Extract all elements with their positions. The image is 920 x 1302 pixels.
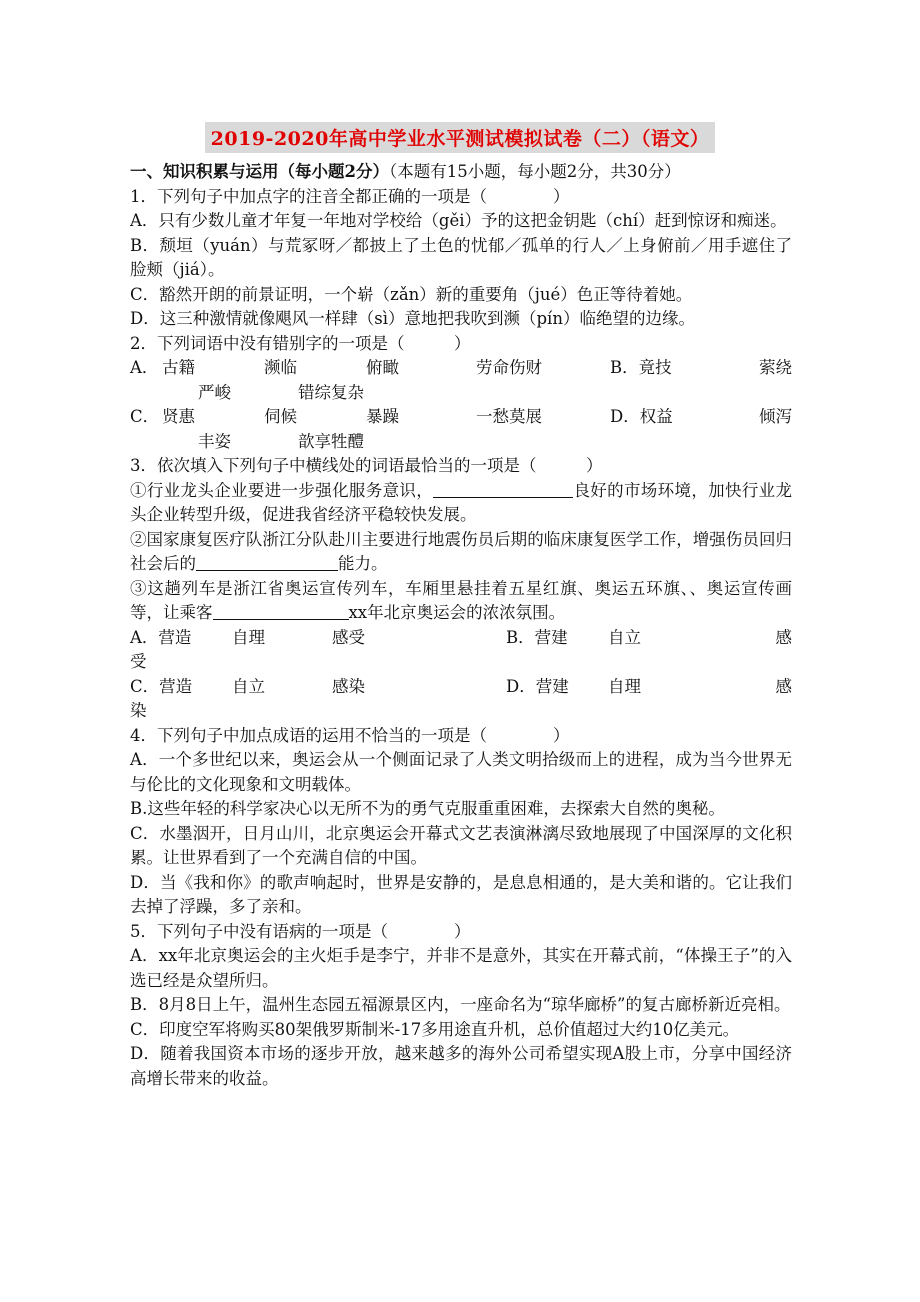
word: 濒临	[264, 358, 297, 377]
question-2-stem: 2．下列词语中没有错别字的一项是（ ）	[130, 333, 471, 353]
question-3-options-cd	[130, 675, 792, 700]
question-1-option-c: C．豁然开朗的前景证明，一个崭（zǎn）新的重要角（jué）色正等待着她。	[130, 284, 693, 304]
sentence-part: 良好的市场环境，加快行业龙头企业转型升级，促进我省经济平稳较快发展。	[130, 480, 793, 524]
question-2-options-cd	[130, 405, 792, 430]
question-1-option-b: B．颓垣（yuán）与荒冢呀／都披上了土色的忧郁／孤单的行人／上身俯前／用手遮住了脸颊（jiá）。	[130, 235, 792, 279]
word: 古籍	[162, 358, 195, 377]
question-2-options-d-cont	[130, 430, 792, 455]
question-3-sentence-3	[130, 577, 792, 626]
word: 错综复杂	[298, 382, 364, 402]
sentence-part: ③这趟列车是浙江省奥运宣传列车，车厢里悬挂着五星红旗、奥运五环旗、、奥运宣传画等，让乘客	[130, 578, 792, 622]
question-3-option-wrap: 受	[130, 652, 147, 671]
word: 丰姿	[198, 431, 231, 451]
document-body	[130, 160, 792, 1091]
word: 贤惠	[162, 407, 195, 426]
question-4-option-b: B.这些年轻的科学家决心以无所不为的勇气克服重重困难，去探索大自然的奥秘。	[130, 799, 725, 818]
option-label: B．竟技	[610, 358, 672, 377]
word: 歆享牲醴	[298, 431, 364, 451]
option-label: D．权益	[610, 407, 673, 426]
word: 倾泻	[759, 407, 792, 426]
option-label: C．	[130, 407, 160, 426]
question-4-stem: 4．下列句子中加点成语的运用不恰当的一项是（ ）	[130, 725, 570, 745]
word: 暴躁	[366, 407, 399, 426]
question-3-option-wrap: 染	[130, 701, 147, 720]
title-text: 2019-2020年高中学业水平测试模拟试卷（二）（语文）	[205, 122, 716, 153]
option-word: 感	[775, 627, 792, 647]
question-3-stem: 3．依次填入下列句子中横线处的词语最恰当的一项是（ ）	[130, 456, 603, 475]
fill-blank	[213, 603, 349, 620]
question-2-options-b-cont	[130, 381, 792, 406]
document-title	[0, 122, 920, 153]
question-1-option-d: D．这三种激情就像飓风一样肆（sì）意地把我吹到濒（pín）临绝望的边缘。	[130, 309, 695, 328]
option-word: 感染	[332, 676, 365, 696]
sentence-part: xx年北京奥运会的浓浓氛围。	[348, 603, 566, 622]
question-4-option-a: A．一个多世纪以来，奥运会从一个侧面记录了人类文明拾级而上的进程，成为当今世界无与伦比的文化现象和文明载体。	[130, 750, 792, 794]
word: 伺候	[264, 407, 297, 426]
question-1-stem: 1．下列句子中加点字的注音全都正确的一项是（ ）	[130, 186, 570, 206]
section-heading	[130, 160, 792, 185]
question-3-sentence-1	[130, 479, 792, 528]
question-1-option-a: A．只有少数儿童才年复一年地对学校给（gěi）予的这把金钥匙（chí）赶到惊讶和痴迷。	[130, 211, 787, 230]
option-word: B．营建	[506, 627, 568, 647]
word: 劳命伤财	[476, 358, 542, 377]
question-3-options-ab	[130, 626, 792, 651]
section-title: 一、知识积累与运用（每小题2分）	[130, 162, 389, 181]
option-word: 感	[775, 676, 792, 696]
section-note: （本题有15小题，每小题2分，共30分）	[388, 162, 681, 181]
option-label: A．	[130, 358, 159, 377]
question-5-option-a: A．xx年北京奥运会的主火炬手是李宁，并非不是意外，其实在开幕式前，“体操王子”的入选已经是众望所归。	[130, 946, 792, 990]
question-3-sentence-2	[130, 528, 792, 577]
sentence-part: ①行业龙头企业要进一步强化服务意识，	[130, 480, 434, 500]
option-word: 感受	[332, 627, 365, 647]
option-word: 自立	[232, 676, 265, 696]
fill-blank	[196, 554, 338, 571]
question-5-option-d: D．随着我国资本市场的逐步开放，越来越多的海外公司希望实现A股上市，分享中国经济高增长带来的收益。	[130, 1044, 792, 1088]
option-word: 自理	[232, 627, 265, 647]
question-4-option-c: C．水墨洇开，日月山川，北京奥运会开幕式文艺表演淋漓尽致地展现了中国深厚的文化积累。让世界看到了一个充满自信的中国。	[130, 823, 792, 867]
question-5-option-c: C．印度空军将购买80架俄罗斯制米-17多用途直升机，总价值超过大约10亿美元。	[130, 1019, 740, 1039]
sentence-part: ②国家康复医疗队浙江分队赴川主要进行地震伤员后期的临床康复医学工作，增强伤员回归社会后的	[130, 529, 792, 573]
question-4-option-d: D．当《我和你》的歌声响起时，世界是安静的，是息息相通的，是大美和谐的。它让我们去掉了浮躁，多了亲和。	[130, 872, 792, 916]
sentence-part: 能力。	[338, 554, 388, 573]
word: 一愁莫展	[476, 407, 542, 426]
option-word: C．营造	[130, 676, 193, 696]
option-word: A．营造	[130, 627, 192, 647]
question-5-option-b: B．8月8日上午，温州生态园五福源景区内，一座命名为“琼华廊桥”的复古廊桥新近亮相。	[130, 995, 791, 1014]
fill-blank	[433, 481, 573, 498]
option-word: D．营建	[506, 676, 569, 696]
option-word: 自理	[608, 676, 641, 696]
question-2-options-ab	[130, 356, 792, 381]
word: 严峻	[198, 382, 231, 402]
word: 俯瞰	[366, 358, 399, 377]
option-word: 自立	[608, 627, 641, 647]
word: 萦绕	[759, 358, 792, 377]
question-5-stem: 5．下列句子中没有语病的一项是（ ）	[130, 921, 471, 941]
